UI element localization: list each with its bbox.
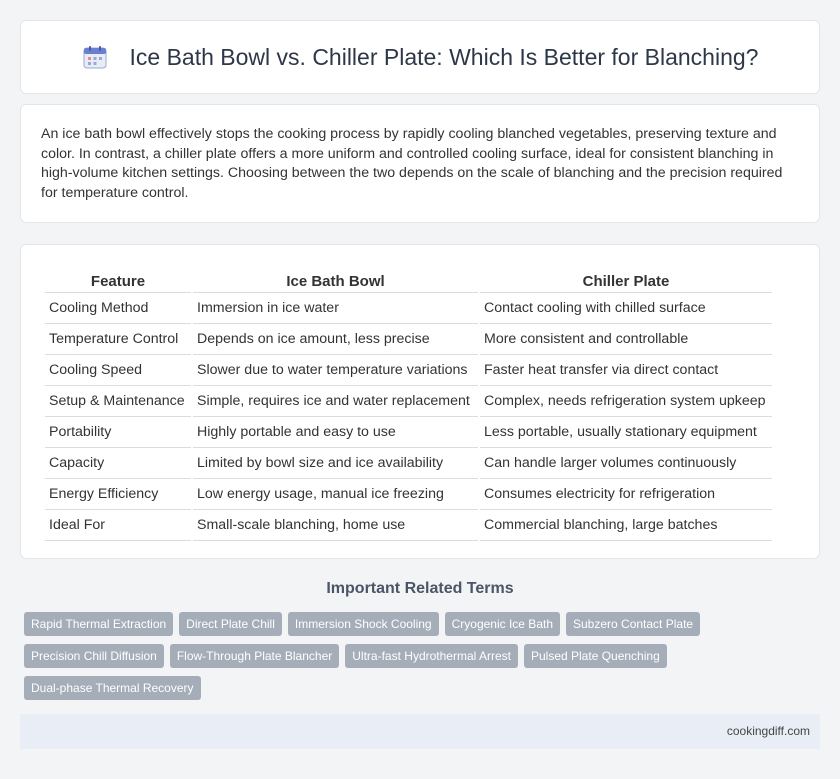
ice-bath-cell: Slower due to water temperature variations [193,355,478,386]
related-term-tag[interactable]: Cryogenic Ice Bath [445,612,560,636]
table-row [45,479,772,510]
related-term-tag[interactable]: Pulsed Plate Quenching [524,644,667,668]
ice-bath-cell: Simple, requires ice and water replacement [193,386,478,417]
ice-bath-cell: Depends on ice amount, less precise [193,324,478,355]
feature-cell: Cooling Method [45,293,191,324]
intro-card [20,104,820,223]
header-chiller-plate: Chiller Plate [480,265,772,293]
related-term-tag[interactable]: Direct Plate Chill [179,612,282,636]
chiller-plate-cell: Complex, needs refrigeration system upkeep [480,386,772,417]
related-term-tag[interactable]: Flow-Through Plate Blancher [170,644,339,668]
table-row [45,386,772,417]
feature-cell: Ideal For [45,510,191,541]
ice-bath-cell: Small-scale blanching, home use [193,510,478,541]
footer [20,714,820,749]
chiller-plate-cell: Can handle larger volumes continuously [480,448,772,479]
table-row [45,293,772,324]
chiller-plate-cell: Faster heat transfer via direct contact [480,355,772,386]
feature-cell: Capacity [45,448,191,479]
ice-bath-cell: Limited by bowl size and ice availability [193,448,478,479]
related-term-tag[interactable]: Precision Chill Diffusion [24,644,164,668]
header-ice-bath-bowl: Ice Bath Bowl [193,265,478,293]
table-header-row [45,265,772,293]
page-title: Ice Bath Bowl vs. Chiller Plate: Which Is Better for Blanching? [129,43,759,70]
comparison-card [20,244,820,559]
title-wrap [21,21,819,93]
feature-cell: Setup & Maintenance [45,386,191,417]
ice-bath-cell: Immersion in ice water [193,293,478,324]
table-row [45,417,772,448]
ice-bath-cell: Highly portable and easy to use [193,417,478,448]
related-terms-title: Important Related Terms [326,580,514,597]
related-term-tag[interactable]: Subzero Contact Plate [566,612,700,636]
table-row [45,355,772,386]
calendar-icon [82,44,108,70]
related-term-tag[interactable]: Immersion Shock Cooling [288,612,439,636]
table-row [45,510,772,541]
intro-paragraph: An ice bath bowl effectively stops the cooking process by rapidly cooling blanched vegetables, preserving texture and color. In contrast, a chiller plate offers a more uniform and controlled cooling surface, ideal for consistent blanching in high-volume kitchen settings. Choosing between the two depends on the scale of blanching and the precision required for temperature control. [41,126,783,201]
related-term-tag[interactable]: Ultra-fast Hydrothermal Arrest [345,644,518,668]
feature-cell: Energy Efficiency [45,479,191,510]
related-terms-list [24,612,724,700]
comparison-table [43,265,774,541]
ice-bath-cell: Low energy usage, manual ice freezing [193,479,478,510]
footer-site-link[interactable]: cookingdiff.com [726,724,810,738]
chiller-plate-cell: Contact cooling with chilled surface [480,293,772,324]
title-card [20,20,820,94]
feature-cell: Portability [45,417,191,448]
table-row [45,324,772,355]
related-term-tag[interactable]: Rapid Thermal Extraction [24,612,173,636]
chiller-plate-cell: Less portable, usually stationary equipment [480,417,772,448]
related-term-tag[interactable]: Dual-phase Thermal Recovery [24,676,201,700]
table-row [45,448,772,479]
chiller-plate-cell: More consistent and controllable [480,324,772,355]
header-feature: Feature [45,265,191,293]
feature-cell: Cooling Speed [45,355,191,386]
chiller-plate-cell: Consumes electricity for refrigeration [480,479,772,510]
feature-cell: Temperature Control [45,324,191,355]
chiller-plate-cell: Commercial blanching, large batches [480,510,772,541]
